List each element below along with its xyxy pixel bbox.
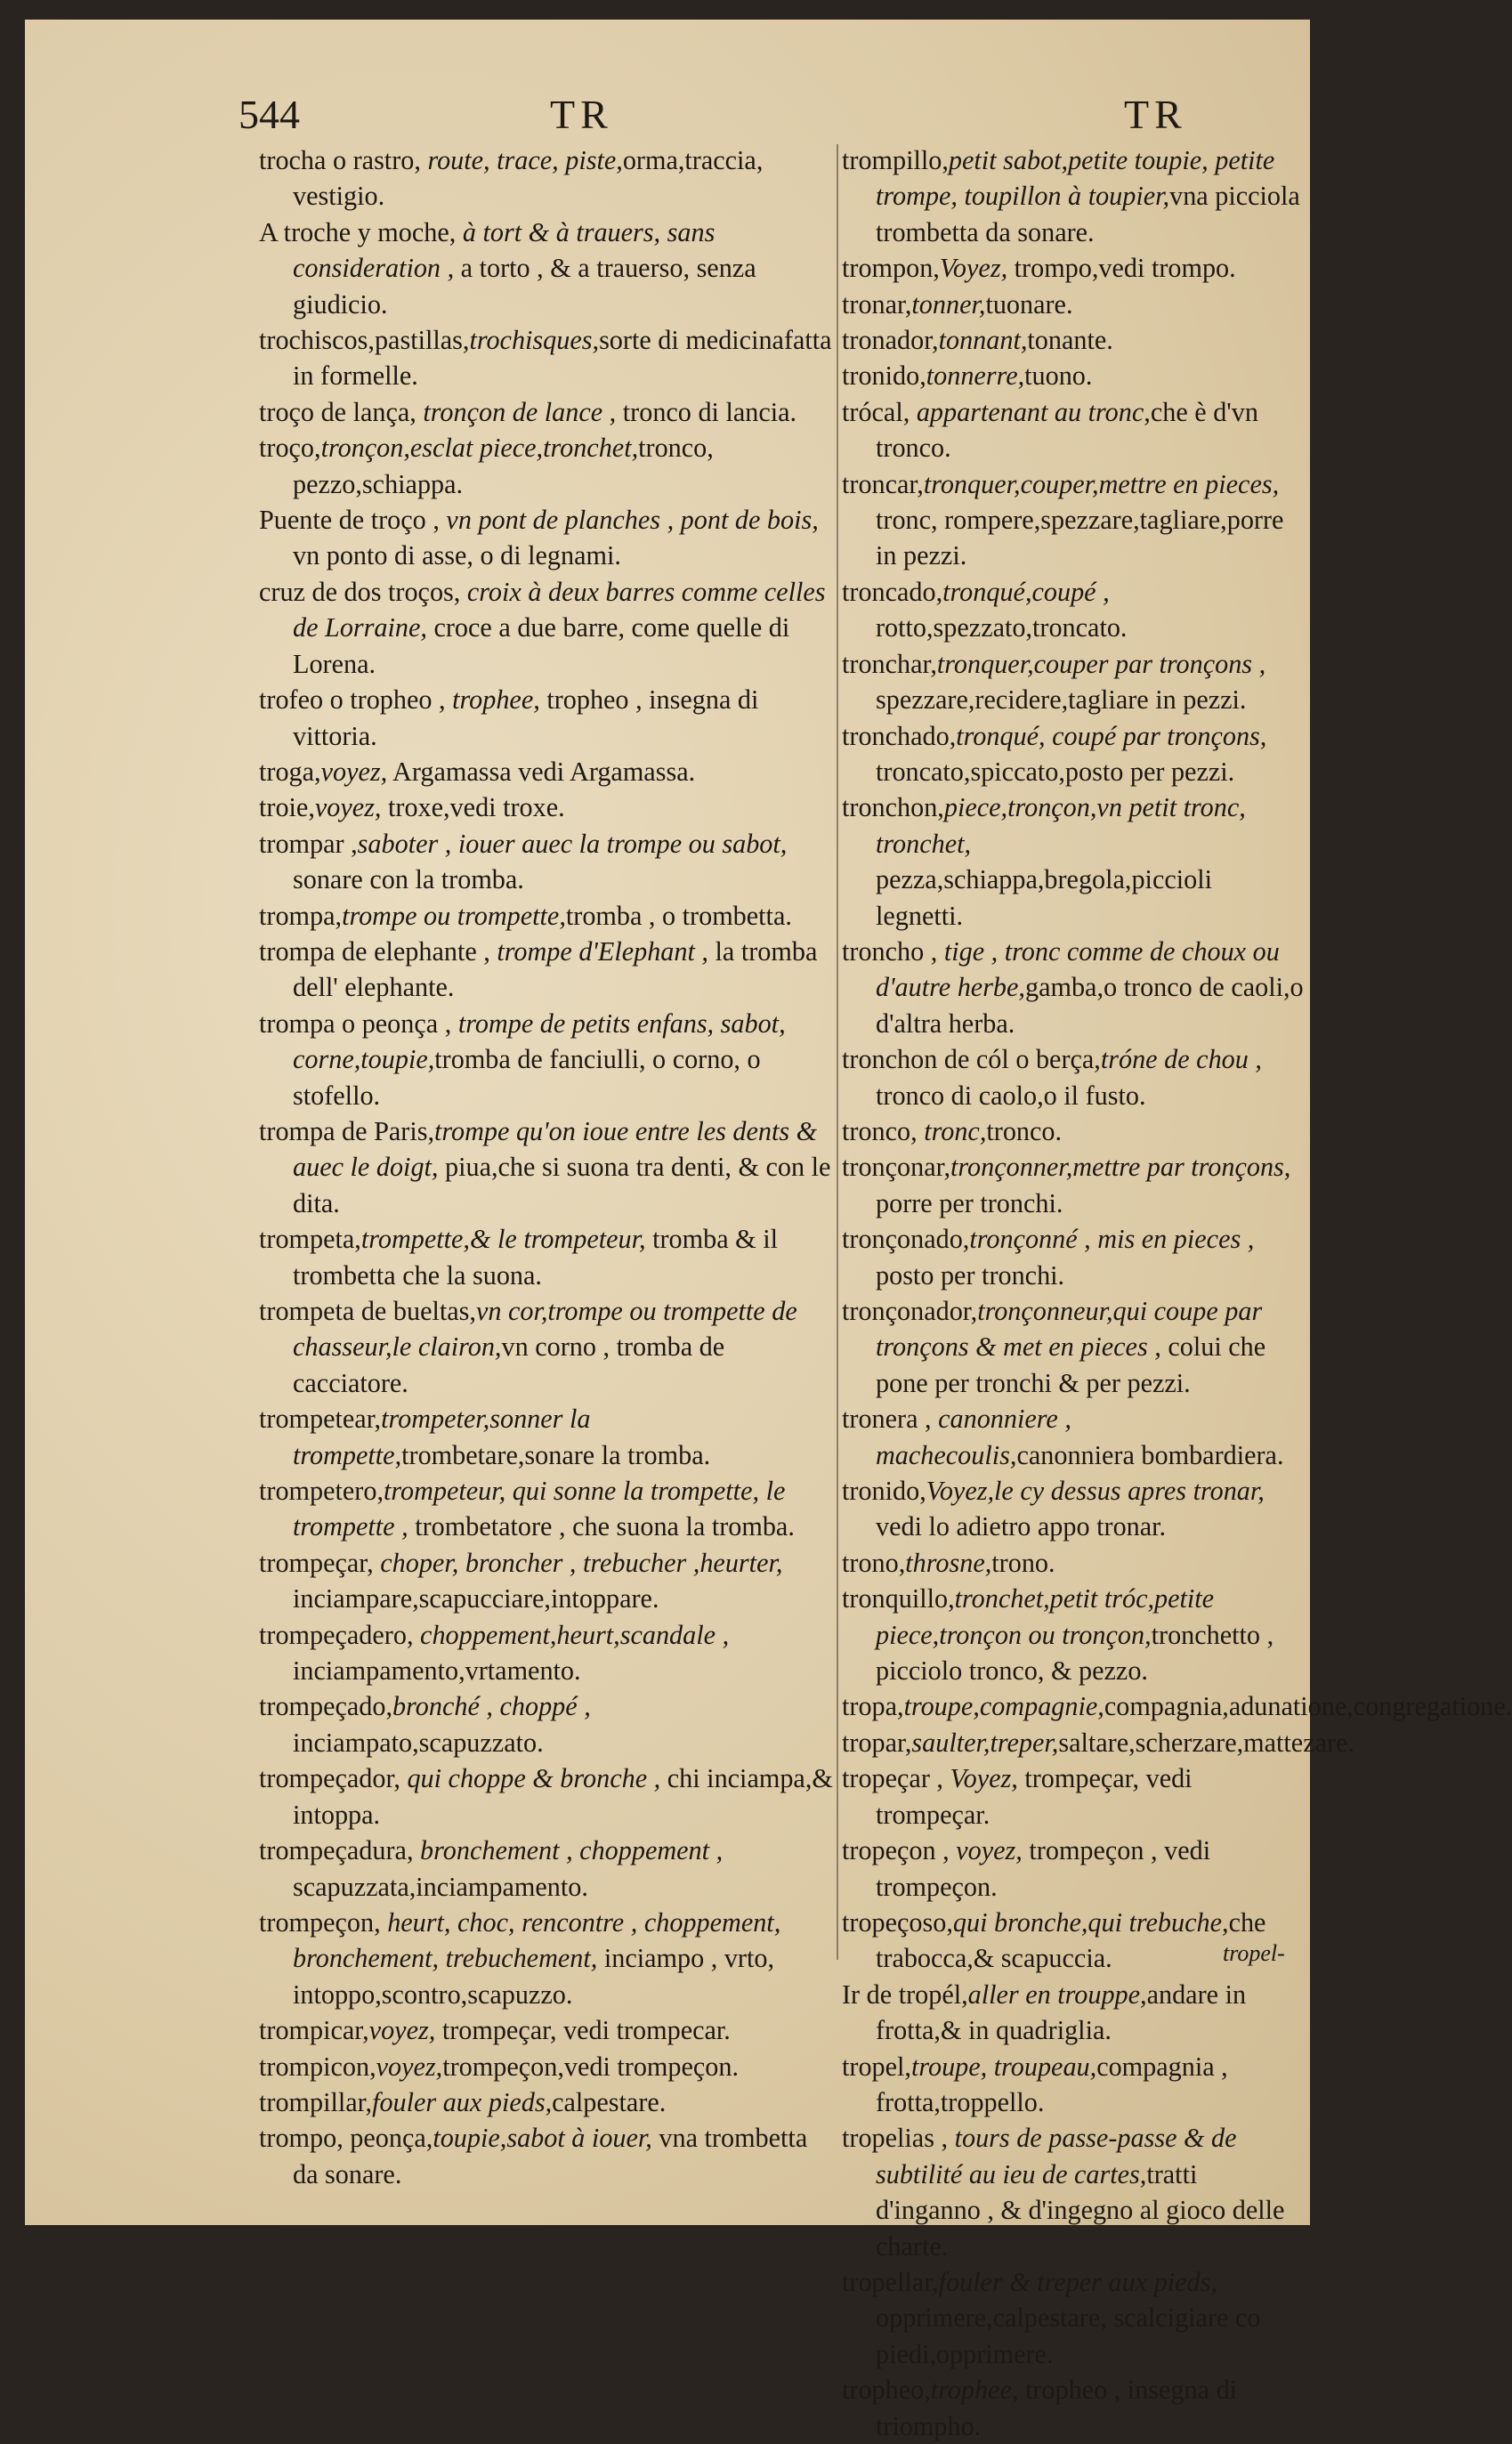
- italian-gloss: vn corno , tromba de cacciatore.: [293, 1331, 725, 1398]
- dictionary-entry: [259, 1688, 837, 1760]
- italian-gloss: che trabocca,& scapuccia.: [876, 1906, 1266, 1974]
- dictionary-entry: [259, 826, 837, 898]
- french-gloss: trophee,: [445, 684, 540, 716]
- headword: trompo, peonça,: [259, 2123, 433, 2154]
- french-gloss: trompe de petits enfans, sabot, corne,toupie,: [293, 1008, 786, 1075]
- dictionary-entry: [842, 1401, 1305, 1473]
- french-gloss: trompeteur, qui sonne la trompette, le trompette ,: [293, 1476, 786, 1542]
- french-gloss: tronqué,coupé ,: [942, 576, 1110, 607]
- italian-gloss: tromba & il trombetta che la suona.: [293, 1224, 778, 1291]
- dictionary-entry: [259, 1401, 837, 1473]
- headword: tropar,: [842, 1727, 912, 1758]
- headword: trompa de elephante ,: [259, 935, 490, 967]
- dictionary-entry: [842, 2049, 1305, 2121]
- italian-gloss: vn ponto di asse, o di legnami.: [293, 540, 621, 571]
- italian-gloss: tronchetto , picciolo tronco, & pezzo.: [876, 1619, 1274, 1687]
- italian-gloss: compagnia,adunatione,congregatione.: [1104, 1691, 1512, 1722]
- headword: trompillo,: [842, 145, 949, 175]
- dictionary-entry: [842, 2120, 1305, 2264]
- french-gloss: petit sabot,petite toupie, petite trompe, toupillon à toupier,: [876, 145, 1275, 212]
- italian-gloss: tronco, pezzo,schiappa.: [293, 433, 714, 499]
- italian-gloss: tuono.: [1024, 360, 1093, 392]
- french-gloss: troupe,compagnie,: [903, 1691, 1104, 1722]
- dictionary-entry: [259, 1905, 837, 2012]
- headword: tronido,: [842, 360, 926, 392]
- french-gloss: voyez,: [314, 792, 382, 823]
- headword: troço de lança,: [259, 396, 416, 427]
- dictionary-entry: [259, 1760, 837, 1833]
- italian-gloss: sonare con la tromba.: [293, 864, 524, 895]
- dictionary-entry: [842, 287, 1305, 322]
- french-gloss: voyez,: [320, 756, 388, 787]
- french-gloss: trophee,: [930, 2375, 1019, 2406]
- french-gloss: à tort & à trauers, sans consideration ,: [293, 216, 716, 284]
- dictionary-entry: [842, 1725, 1354, 1760]
- italian-gloss: saltare,scherzare,mattezare.: [1058, 1727, 1354, 1758]
- italian-gloss: tromba de fanciulli, o corno, o stofello.: [293, 1044, 761, 1111]
- french-gloss: tronçonné , mis en pieces ,: [969, 1224, 1255, 1255]
- italian-gloss: chi inciampa,& intoppa.: [293, 1763, 833, 1830]
- italian-gloss: vna picciola trombetta da sonare.: [876, 181, 1300, 247]
- italian-gloss: troncato,spiccato,posto per pezzi.: [876, 756, 1235, 787]
- italian-gloss: inciampo , vrto, intoppo,scontro,scapuzzo.: [293, 1943, 774, 2010]
- dictionary-entry: [842, 1293, 1305, 1401]
- headword: A troche y moche,: [259, 216, 457, 247]
- headword: cruz de dos troços,: [259, 576, 461, 607]
- dictionary-entry: [259, 574, 837, 682]
- italian-gloss: spezzare,recidere,tagliare in pezzi.: [876, 684, 1247, 716]
- french-gloss: tronçonneur,qui coupe par tronçons & met en pieces ,: [876, 1296, 1263, 1363]
- dictionary-entry: [259, 934, 837, 1006]
- headword: troço,: [259, 433, 321, 464]
- french-gloss: tronçon,esclat piece,tronchet,: [320, 433, 639, 464]
- dictionary-entry: [259, 1473, 837, 1545]
- headword: tronçonador,: [842, 1296, 978, 1326]
- headword: tronador,: [842, 325, 939, 356]
- dictionary-entry: [259, 2012, 837, 2048]
- headword: tropellar,: [842, 2266, 939, 2297]
- french-gloss: throsne,: [905, 1547, 992, 1578]
- french-gloss: vn pont de planches , pont de bois,: [439, 505, 819, 536]
- headword: tropeçar ,: [842, 1763, 943, 1794]
- headword: trompeçador,: [259, 1763, 400, 1794]
- dictionary-entry: [259, 502, 837, 574]
- french-gloss: tonner,: [911, 288, 986, 320]
- right-column: [842, 142, 1512, 2444]
- italian-gloss: scapuzzata,inciampamento.: [293, 1871, 588, 1902]
- dictionary-entry: [842, 2372, 1305, 2444]
- french-gloss: voyez,: [376, 2051, 443, 2082]
- italian-gloss: trompo,vedi trompo.: [1007, 253, 1236, 284]
- italian-gloss: opprimere,calpestare, scalcigiare co piedi,opprimere.: [876, 2302, 1261, 2369]
- headword: trócal,: [842, 396, 910, 427]
- french-gloss: tróne de chou ,: [1100, 1044, 1262, 1075]
- dictionary-entry: [842, 1041, 1305, 1113]
- headword: trofeo o tropheo ,: [259, 684, 446, 716]
- italian-gloss: colui che pone per tronchi & per pezzi.: [876, 1331, 1266, 1398]
- italian-gloss: tropheo , insegna di triompho.: [876, 2375, 1238, 2441]
- french-gloss: troupe, troupeau,: [910, 2051, 1097, 2082]
- french-gloss: tronchet,petit tróc,petite piece,tronçon ou tronçon,: [876, 1583, 1215, 1650]
- dictionary-entry: [842, 574, 1305, 646]
- dictionary-entry: [842, 1149, 1305, 1221]
- dictionary-entry: [259, 394, 837, 430]
- french-gloss: heurt, choc, rencontre , choppement, bronchement, trebuchement,: [293, 1906, 781, 1974]
- french-gloss: saboter , iouer auec la trompe ou sabot,: [357, 828, 788, 859]
- headword: tronchado,: [842, 720, 957, 751]
- dictionary-entry: [259, 1006, 837, 1113]
- italian-gloss: sorte di medicinafatta in formelle.: [293, 325, 832, 392]
- italian-gloss: la tromba dell' elephante.: [293, 935, 818, 1003]
- italian-gloss: trono.: [991, 1547, 1055, 1578]
- headword: trompa,: [259, 900, 343, 931]
- italian-gloss: vna trombetta da sonare.: [293, 2123, 808, 2189]
- dictionary-entry: [842, 1113, 1305, 1149]
- dictionary-entry: [259, 322, 837, 394]
- dictionary-entry: [842, 789, 1305, 934]
- italian-gloss: trompeçon,vedi trompeçon.: [442, 2051, 740, 2082]
- dictionary-entry: [842, 466, 1305, 574]
- french-gloss: bronchement , choppement ,: [413, 1835, 724, 1866]
- french-gloss: saulter,treper,: [911, 1727, 1059, 1758]
- headword: tronera ,: [842, 1404, 932, 1435]
- italian-gloss: calpestare.: [552, 2086, 667, 2117]
- headword: trompon,: [842, 253, 940, 284]
- french-gloss: Voyez,: [939, 253, 1008, 284]
- french-gloss: toupie,sabot à iouer,: [433, 2123, 652, 2154]
- italian-gloss: trombetare,sonare la tromba.: [401, 1439, 711, 1470]
- italian-gloss: inciampare,scapucciare,intoppare.: [293, 1583, 659, 1614]
- headword: tronchon,: [842, 792, 944, 823]
- dictionary-entry: [842, 1833, 1305, 1905]
- dictionary-entry: [842, 646, 1305, 718]
- headword: trompa de Paris,: [259, 1115, 435, 1146]
- french-gloss: piece,tronçon,vn petit tronc, tronchet,: [876, 792, 1246, 859]
- dictionary-entry: [842, 2264, 1305, 2372]
- headword: trono,: [842, 1547, 906, 1578]
- headword: troncho ,: [842, 935, 938, 967]
- french-gloss: tronquer,couper par tronçons ,: [936, 648, 1266, 679]
- french-gloss: voyez,: [949, 1835, 1023, 1866]
- headword: trompillar,: [259, 2086, 373, 2117]
- headword: trompeçon,: [259, 1906, 381, 1938]
- headword: Puente de troço ,: [259, 505, 440, 536]
- headword: tronçonado,: [842, 1224, 970, 1255]
- french-gloss: trompette,& le trompeteur,: [360, 1224, 646, 1255]
- dictionary-entry: [259, 1113, 837, 1221]
- italian-gloss: rotto,spezzato,troncato.: [876, 612, 1128, 643]
- french-gloss: Voyez,le cy dessus apres tronar,: [926, 1476, 1265, 1507]
- italian-gloss: a torto , & a trauerso, senza giudicio.: [293, 253, 756, 320]
- headword: tropa,: [842, 1691, 904, 1722]
- italian-gloss: che è d'vn tronco.: [876, 396, 1258, 464]
- running-head-right: TR: [1124, 92, 1187, 137]
- dictionary-entry: [259, 682, 837, 754]
- italian-gloss: Argamassa vedi Argamassa.: [387, 756, 696, 787]
- italian-gloss: vedi lo adietro appo tronar.: [876, 1511, 1167, 1542]
- italian-gloss: tronc, rompere,spezzare,tagliare,porre in pezzi.: [876, 505, 1284, 571]
- italian-gloss: tratti d'inganno , & d'ingegno al gioco delle charte.: [876, 2158, 1285, 2262]
- dictionary-entry: [259, 214, 837, 322]
- headword: troncar,: [842, 468, 924, 499]
- french-gloss: tige , tronc comme de choux ou d'autre herbe,: [876, 935, 1280, 1003]
- french-gloss: bronché , choppé ,: [392, 1691, 591, 1722]
- dictionary-entry: [259, 898, 837, 934]
- italian-gloss: canonniera bombardiera.: [1016, 1439, 1284, 1470]
- headword: trompicar,: [259, 2015, 369, 2046]
- french-gloss: trompe qu'on ioue entre les dents & auec le doigt,: [293, 1115, 818, 1183]
- french-gloss: appartenant au tronc,: [910, 396, 1151, 427]
- dictionary-entry: [842, 718, 1305, 790]
- headword: tropelias ,: [842, 2123, 949, 2154]
- italian-gloss: trombetatore , che suona la tromba.: [408, 1511, 795, 1542]
- italian-gloss: croce a due barre, come quelle di Lorena.: [293, 612, 790, 679]
- page-number: 544: [239, 92, 300, 137]
- french-gloss: trompe ou trompette,: [342, 900, 566, 931]
- headword: trompeçar,: [259, 1547, 374, 1578]
- headword: tronçonar,: [842, 1152, 951, 1183]
- italian-gloss: tronco.: [986, 1115, 1063, 1146]
- french-gloss: tronçonner,mettre par tronçons,: [950, 1152, 1291, 1183]
- french-gloss: qui choppe & bronche ,: [400, 1763, 661, 1794]
- french-gloss: choppement,heurt,scandale ,: [413, 1619, 730, 1650]
- italian-gloss: trompeçar, vedi trompeçar.: [876, 1763, 1193, 1830]
- italian-gloss: tronco di lancia.: [616, 396, 797, 427]
- dictionary-entry: [259, 142, 837, 214]
- french-gloss: tonnerre,: [926, 360, 1025, 392]
- headword: tropeçon ,: [842, 1835, 950, 1866]
- headword: trompar ,: [259, 828, 358, 859]
- headword: tronido,: [842, 1476, 926, 1507]
- headword: Ir de tropél,: [842, 1979, 968, 2010]
- headword: trompeçadero,: [259, 1619, 414, 1650]
- dictionary-entry: [259, 1545, 837, 1617]
- dictionary-entry: [842, 322, 1305, 358]
- dictionary-entry: [259, 2084, 837, 2120]
- french-gloss: tronqué, coupé par tronçons,: [956, 720, 1267, 751]
- dictionary-entry: [842, 1581, 1305, 1688]
- headword: tronco,: [842, 1115, 918, 1146]
- french-gloss: voyez,: [368, 2015, 436, 2046]
- french-gloss: tours de passe-passe & de subtilité au ieu de cartes,: [876, 2123, 1237, 2189]
- italian-gloss: compagnia , frotta,troppello.: [876, 2051, 1228, 2117]
- italian-gloss: troxe,vedi troxe.: [381, 792, 565, 823]
- italian-gloss: tropheo , insegna di vittoria.: [293, 684, 759, 751]
- italian-gloss: porre per tronchi.: [876, 1187, 1063, 1218]
- french-gloss: trompeter,sonner la trompette,: [293, 1404, 591, 1470]
- dictionary-entry: [259, 2049, 837, 2084]
- french-gloss: trompe d'Elephant ,: [489, 935, 708, 967]
- headword: tronar,: [842, 288, 912, 320]
- french-gloss: tronc,: [917, 1115, 987, 1146]
- french-gloss: qui bronche,qui trebuche,: [952, 1906, 1229, 1938]
- dictionary-entry: [842, 1545, 1305, 1581]
- dictionary-entry: [842, 1473, 1305, 1545]
- dictionary-entry: [842, 142, 1305, 250]
- dictionary-entry: [842, 1221, 1305, 1293]
- french-gloss: fouler aux pieds,: [372, 2086, 553, 2117]
- dictionary-entry: [259, 754, 837, 789]
- headword: trompetero,: [259, 1476, 384, 1507]
- headword: troncado,: [842, 576, 943, 607]
- headword: tropel,: [842, 2051, 911, 2082]
- headword: tronquillo,: [842, 1583, 955, 1614]
- headword: troga,: [259, 756, 321, 787]
- headword: trompicon,: [259, 2051, 376, 2082]
- italian-gloss: posto per tronchi.: [876, 1259, 1065, 1291]
- dictionary-entry: [842, 250, 1305, 286]
- dictionary-entry: [259, 1221, 837, 1293]
- french-gloss: tronquer,couper,mettre en pieces,: [923, 468, 1280, 499]
- headword: trocha o rastro,: [259, 145, 421, 175]
- italian-gloss: pezza,schiappa,bregola,piccioli legnetti.: [876, 864, 1212, 931]
- headword: trompa o peonça ,: [259, 1008, 452, 1039]
- italian-gloss: tonante.: [1027, 325, 1113, 356]
- french-gloss: route, trace, piste,: [420, 145, 623, 175]
- french-gloss: trochisques,: [469, 325, 600, 356]
- headword: trompeçadura,: [259, 1835, 414, 1866]
- dictionary-entry: [259, 1293, 837, 1401]
- italian-gloss: gamba,o tronco de caoli,o d'altra herba.: [876, 972, 1304, 1039]
- french-gloss: croix à deux barres comme celles de Lorraine,: [293, 576, 826, 643]
- running-head-left: TR: [550, 92, 613, 137]
- headword: troie,: [259, 792, 315, 823]
- headword: tronchon de cól o berça,: [842, 1044, 1101, 1075]
- headword: tropeçoso,: [842, 1906, 953, 1938]
- dictionary-entry: [842, 934, 1305, 1041]
- headword: trompeçado,: [259, 1691, 393, 1722]
- headword: trompeta de bueltas,: [259, 1296, 476, 1326]
- dictionary-entry: [842, 1760, 1305, 1833]
- french-gloss: vn cor,trompe ou trompette de chasseur,le clairon,: [293, 1296, 797, 1363]
- headword: tropheo,: [842, 2375, 931, 2406]
- dictionary-entry: [259, 2120, 837, 2192]
- french-gloss: fouler & treper aux pieds,: [938, 2266, 1217, 2297]
- dictionary-entry: [842, 394, 1305, 466]
- french-gloss: Voyez,: [942, 1763, 1018, 1794]
- italian-gloss: andare in frotta,& in quadriglia.: [876, 1979, 1247, 2046]
- french-gloss: choper, broncher , trebucher ,heurter,: [373, 1547, 783, 1578]
- italian-gloss: tuonare.: [985, 288, 1073, 320]
- dictionary-entry: [842, 358, 1305, 393]
- headword: trochiscos,pastillas,: [259, 325, 470, 356]
- french-gloss: tonnant,: [938, 325, 1028, 356]
- dictionary-entry: [259, 1833, 837, 1905]
- dictionary-entry: [259, 1617, 837, 1689]
- headword: trompeta,: [259, 1224, 361, 1255]
- french-gloss: canonniere , machecoulis,: [876, 1404, 1071, 1470]
- french-gloss: aller en trouppe,: [967, 1979, 1147, 2010]
- italian-gloss: orma,traccia, vestigio.: [293, 145, 764, 212]
- italian-gloss: trompeçar, vedi trompecar.: [435, 2015, 731, 2046]
- dictionary-entry: [842, 1977, 1305, 2049]
- catchword: tropel-: [1223, 1940, 1285, 1966]
- italian-gloss: tronco di caolo,o il fusto.: [876, 1080, 1146, 1111]
- italian-gloss: trompeçon , vedi trompeçon.: [876, 1835, 1211, 1902]
- dictionary-entry: [842, 1688, 1512, 1724]
- italian-gloss: piua,che si suona tra denti, & con le dita.: [293, 1152, 831, 1218]
- italian-gloss: tromba , o trombetta.: [565, 900, 792, 931]
- headword: trompetear,: [259, 1404, 382, 1435]
- headword: tronchar,: [842, 648, 937, 679]
- dictionary-entry: [259, 789, 837, 825]
- italian-gloss: inciampato,scapuzzato.: [293, 1727, 544, 1758]
- left-column: [259, 142, 837, 2192]
- french-gloss: tronçon de lance ,: [416, 396, 617, 427]
- book-page: [25, 20, 1512, 2441]
- dictionary-entry: [259, 430, 837, 502]
- italian-gloss: inciampamento,vrtamento.: [293, 1655, 581, 1687]
